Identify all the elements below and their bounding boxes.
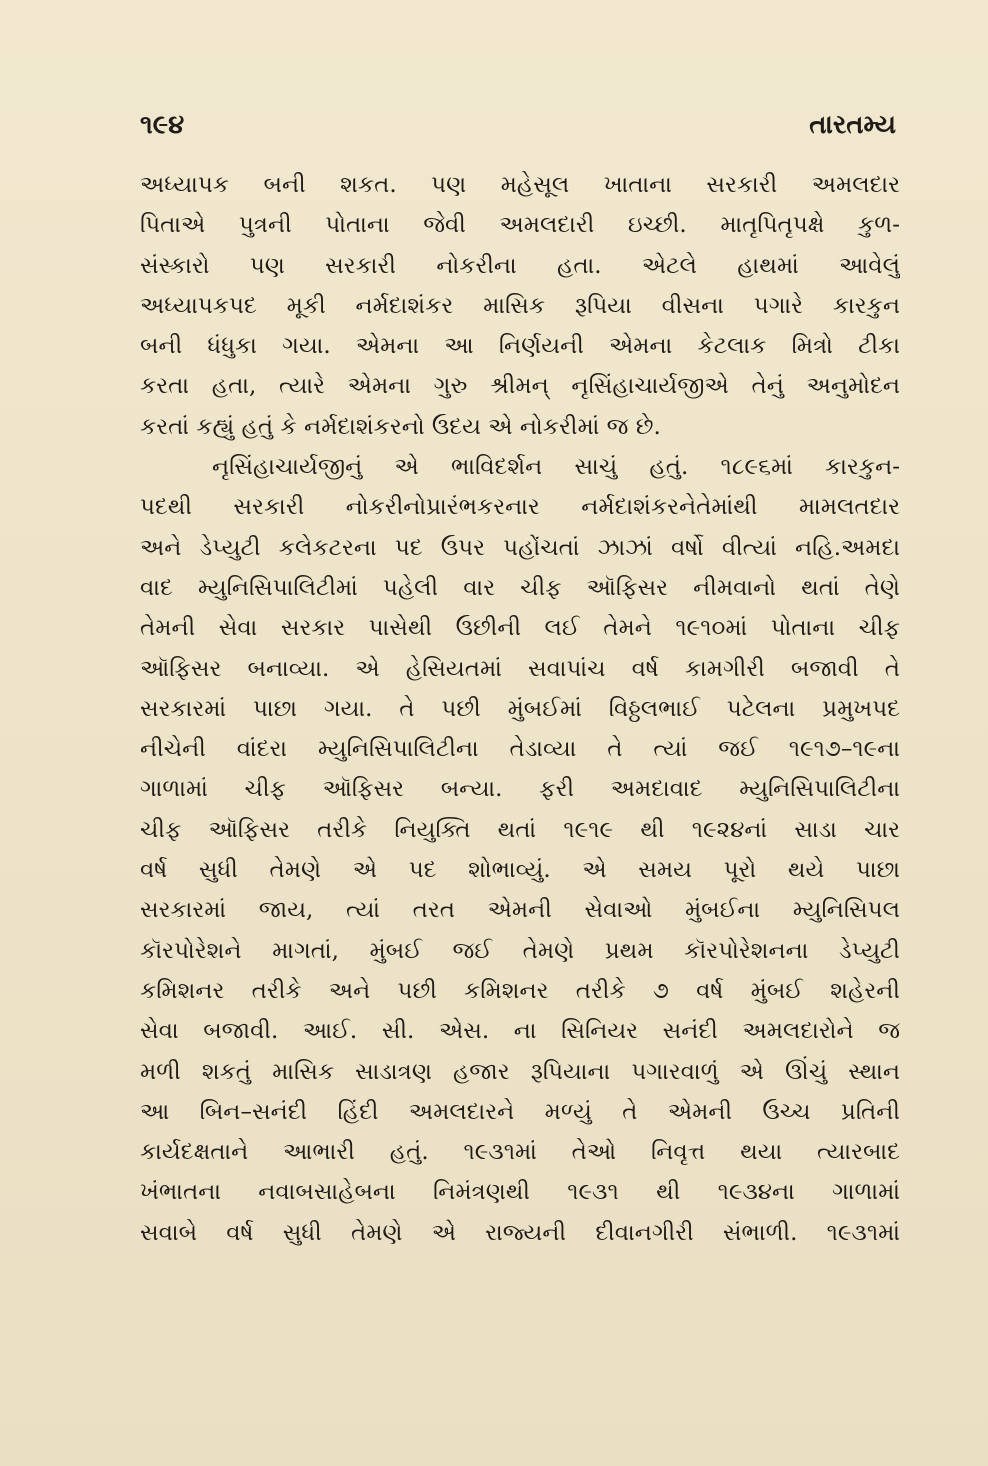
- running-title: તારતમ્ય: [809, 109, 896, 140]
- text-line: બની ધંધુકા ગયા. એમના આ નિર્ણયની એમના કેટલાક મિત્રો ટીકા: [140, 333, 900, 360]
- text-line: સવાબે વર્ષ સુધી તેમણે એ રાજ્યની દીવાનગીરી સંભાળી. ૧૯૩૧માં: [140, 1219, 900, 1246]
- text-line: વર્ષ સુધી તેમણે એ પદ શોભાવ્યું. એ સમય પૂરો થયે પાછા: [140, 857, 900, 884]
- text-line: ઑફિસર બનાવ્યા. એ હેસિયતમાં સવાપાંચ વર્ષ કામગીરી બજાવી તે: [140, 655, 900, 682]
- text-line: સેવા બજાવી. આઈ. સી. એસ. ના સિનિયર સનંદી અમલદારોને જ: [140, 1018, 900, 1045]
- text-line: સંસ્કારો પણ સરકારી નોકરીના હતા. એટલે હાથમાં આવેલું: [140, 252, 900, 279]
- page-body: [140, 165, 900, 1253]
- text-line: કૉરપોરેશને માગતાં, મુંબઈ જઈ તેમણે પ્રથમ કૉરપોરેશનના ડેપ્યુટી: [140, 937, 900, 964]
- text-line: અધ્યાપકપદ મૂકી નર્મદાશંકર માસિક રૂપિયા વીસના પગારે કારકુન: [140, 292, 900, 319]
- text-line: મળી શકતું માસિક સાડાત્રણ હજાર રૂપિયાના પગારવાળું એ ઊંચું સ્થાન: [140, 1058, 900, 1085]
- text-line: આ બિન–સનંદી હિંદી અમલદારને મળ્યું તે એમની ઉચ્ચ પ્રતિની: [140, 1098, 900, 1125]
- text-line: અને ડેપ્યુટી કલેકટરના પદ ઉપર પહોંચતાં ઝાઝાં વર્ષો વીત્યાં નહિ.અમદા: [140, 534, 900, 561]
- text-line: વાદ મ્યુનિસિપાલિટીમાં પહેલી વાર ચીફ ઑફિસર નીમવાનો થતાં તેણે: [140, 574, 900, 601]
- text-line: કરતાં કહ્યું હતું કે નર્મદાશંકરનો ઉદય એ નોકરીમાં જ છે.: [140, 413, 661, 440]
- page-header: [140, 103, 896, 147]
- text-line: કરતા હતા, ત્યારે એમના ગુરુ શ્રીમન્ નૃસિંહાચાર્યજીએ તેનું અનુમોદન: [140, 373, 900, 400]
- text-line: તેમની સેવા સરકાર પાસેથી ઉછીની લઈ તેમને ૧૯૧૦માં પોતાના ચીફ: [140, 615, 900, 642]
- text-line: અધ્યાપક બની શકત. પણ મહેસૂલ ખાતાના સરકારી અમલદાર: [140, 172, 900, 198]
- text-line: નીચેની વાંદરા મ્યુનિસિપાલિટીના તેડાવ્યા તે ત્યાં જઈ ૧૯૧૭–૧૯ના: [140, 736, 900, 763]
- text-line: પિતાએ પુત્રની પોતાના જેવી અમલદારી ઇચ્છી. માતૃપિતૃપક્ષે કુળ-: [140, 212, 900, 239]
- text-line: સરકારમાં જાય, ત્યાં તરત એમની સેવાઓ મુંબઈના મ્યુનિસિપલ: [140, 897, 900, 924]
- text-line: ગાળામાં ચીફ ઑફિસર બન્યા. ફરી અમદાવાદ મ્યુનિસિપાલિટીના: [140, 776, 900, 803]
- text-line: ખંભાતના નવાબસાહેબના નિમંત્રણથી ૧૯૩૧ થી ૧૯૩૪ના ગાળામાં: [140, 1179, 900, 1206]
- page-number: ૧૯૪: [140, 109, 185, 140]
- paragraph-1: [140, 165, 900, 447]
- text-line: સરકારમાં પાછા ગયા. તે પછી મુંબઈમાં વિઠ્ઠલભાઈ પટેલના પ્રમુખપદ: [140, 695, 900, 722]
- text-line: કાર્યદક્ષતાને આભારી હતું. ૧૯૩૧માં તેઓ નિવૃત્ત થયા ત્યારબાદ: [140, 1139, 900, 1166]
- text-line: ચીફ ઑફિસર તરીકે નિયુક્તિ થતાં ૧૯૧૯ થી ૧૯૨૪નાં સાડા ચાર: [140, 816, 900, 843]
- text-line: કમિશનર તરીકે અને પછી કમિશનર તરીકે ૭ વર્ષ મુંબઈ શહેરની: [140, 977, 900, 1004]
- paragraph-2: [140, 447, 900, 1253]
- text-line: નૃસિંહાચાર્યજીનું એ ભાવિદર્શન સાચું હતું. ૧૮૯૬માં કારકુન-: [212, 454, 900, 481]
- text-line: પદથી સરકારી નોકરીનોપ્રારંભકરનાર નર્મદાશંકરનેતેમાંથી મામલતદાર: [140, 494, 900, 521]
